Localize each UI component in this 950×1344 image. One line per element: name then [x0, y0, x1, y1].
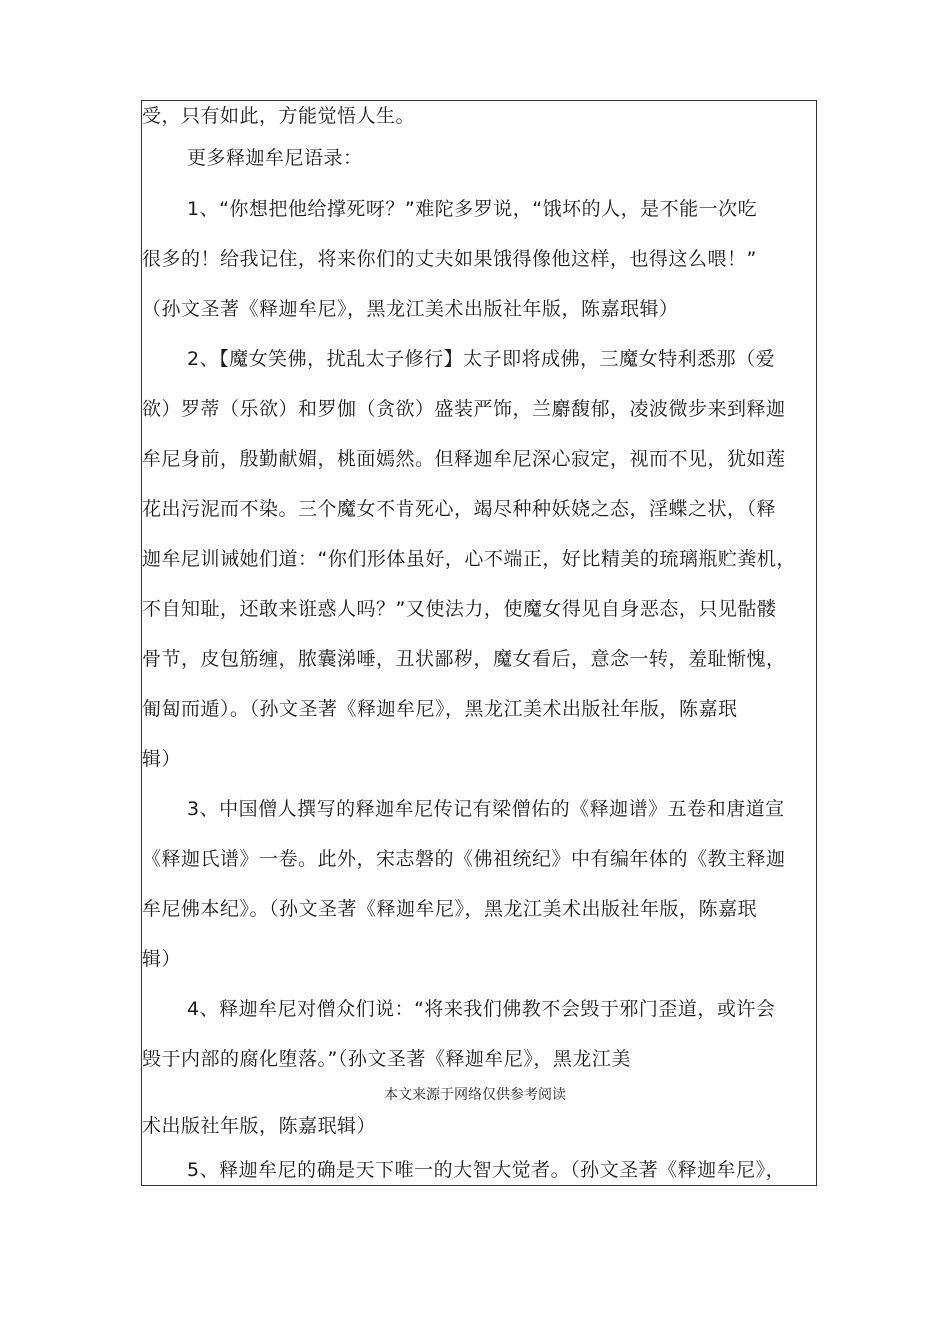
text-line: 受，只有如此，方能觉悟人生。: [142, 105, 416, 127]
text-line: 4、释迦牟尼对僧众们说：“将来我们佛教不会毁于邪门歪道，或许会: [187, 998, 776, 1020]
text-line: 2、【魔女笑佛，扰乱太子修行】太子即将成佛，三魔女特利悉那（爱: [187, 348, 776, 370]
text-line: 花出污泥而不染。三个魔女不肯死心，竭尽种种妖娆之态，淫蝶之状，（释: [142, 498, 777, 520]
text-line: 欲）罗蒂（乐欲）和罗伽（贪欲）盛装严饰，兰麝馥郁，凌波微步来到释迦: [142, 398, 786, 420]
text-line: （孙文圣著《释迦牟尼》，黑龙江美术出版社年版，陈嘉珉辑）: [142, 298, 679, 320]
text-line: 《释迦氏谱》一卷。此外，宋志磐的《佛祖统纪》中有编年体的《教主释迦: [142, 848, 786, 870]
text-line: 牟尼佛本纪》。（孙文圣著《释迦牟尼》，黑龙江美术出版社年版，陈嘉珉: [142, 898, 758, 920]
text-line: 辑）: [142, 748, 182, 770]
text-line: 迦牟尼训诫她们道：“你们形体虽好，心不端正，好比精美的琉璃瓶贮粪机，: [142, 548, 796, 570]
text-line: 匍匐而遁）。（孙文圣著《释迦牟尼》，黑龙江美术出版社年版，陈嘉珉: [142, 698, 738, 720]
page-footer: 本文来源于网络仅供参考阅读: [384, 1087, 566, 1103]
text-line: 骨节，皮包筋缠，脓囊涕唾，丑状鄙秽，魔女看后，意念一转，羞耻惭愧，: [142, 648, 786, 670]
text-line: 3、中国僧人撰写的释迦牟尼传记有梁僧佑的《释迦谱》五卷和唐道宣: [187, 798, 785, 820]
text-line: 毁于内部的腐化堕落。”（孙文圣著《释迦牟尼》，黑龙江美: [142, 1048, 631, 1070]
text-line: 5、释迦牟尼的确是天下唯一的大智大觉者。（孙文圣著《释迦牟尼》，: [187, 1159, 786, 1181]
text-line: 很多的！给我记住，将来你们的丈夫如果饿得像他这样，也得这么喂！”: [142, 248, 757, 270]
text-line: 1、“你想把他给撑死呀？”难陀多罗说，“饿坏的人，是不能一次吃: [187, 198, 758, 220]
text-line: 辑）: [142, 948, 182, 970]
text-line: 牟尼身前，殷勤献媚，桃面嫣然。但释迦牟尼深心寂定，视而不见，犹如莲: [142, 448, 786, 470]
text-line: 不自知耻，还敢来诳惑人吗？”又使法力，使魔女得见自身恶态，只见骷髅: [142, 598, 777, 620]
text-line: 术出版社年版，陈嘉珉辑）: [142, 1115, 377, 1137]
section-heading: 更多释迦牟尼语录：: [187, 147, 363, 169]
